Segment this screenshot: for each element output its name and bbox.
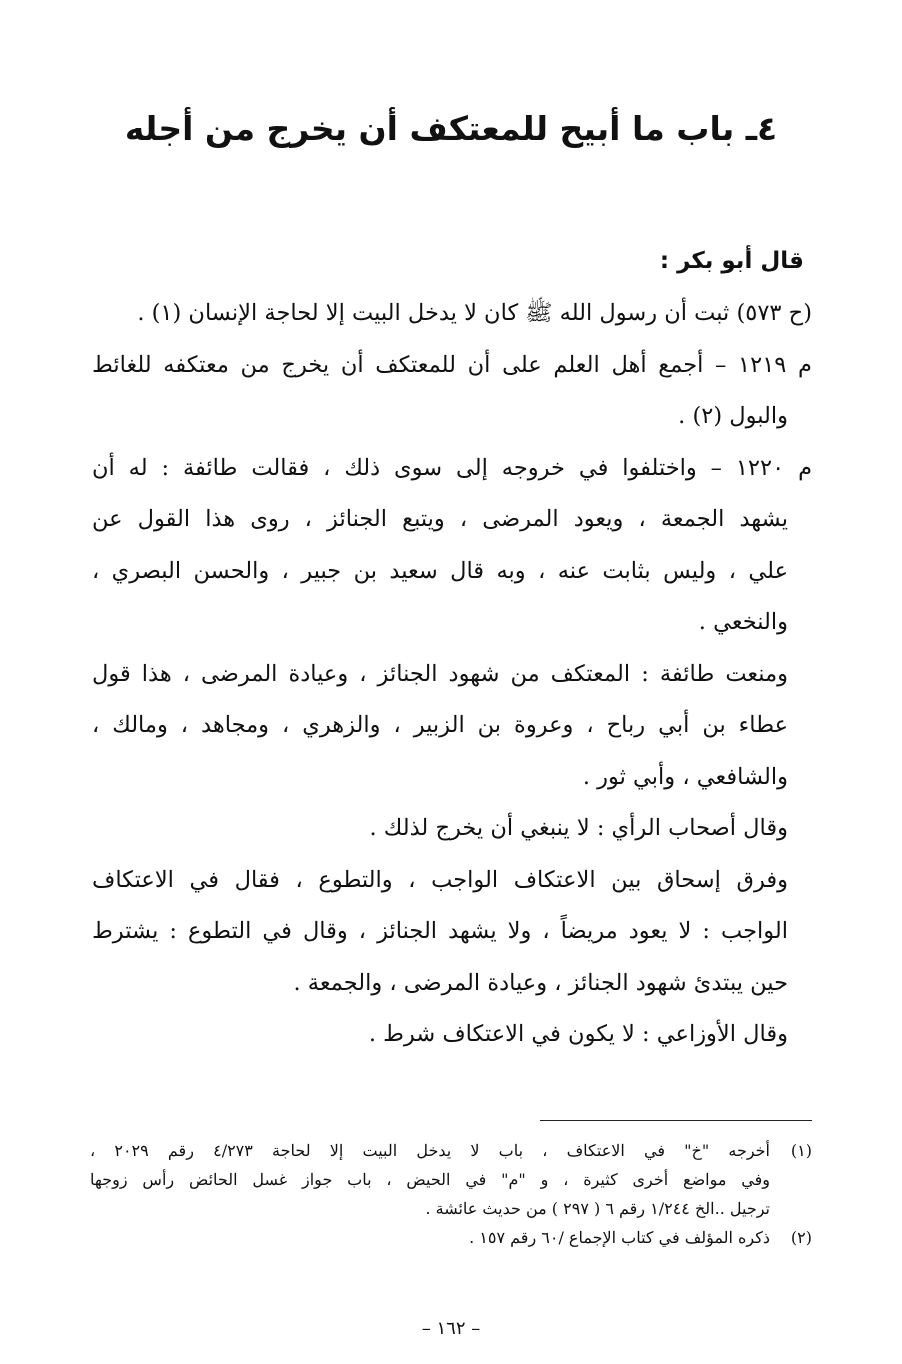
chapter-title: ٤ـ باب ما أبيح للمعتكف أن يخرج من أجله — [124, 109, 778, 148]
footnote-number: (١) — [790, 1141, 812, 1160]
ruling-1220-line-4: والنخعي . — [698, 609, 788, 635]
opinion-awzai: وقال الأوزاعي : لا يكون في الاعتكاف شرط . — [368, 1021, 788, 1047]
ruling-1219-line-2: والبول (٢) . — [678, 403, 788, 429]
opinion-2-line-2: عطاء بن أبي رباح ، وعروة بن الزبير ، والزهري ، ومجاهد ، ومالك ، — [92, 712, 788, 738]
page-number: – ١٦٢ – — [421, 1318, 481, 1339]
hadith-573: (ح ٥٧٣) ثبت أن رسول الله ﷺ كان لا يدخل البيت إلا لحاجة الإنسان (١) . — [137, 300, 812, 326]
footnote-line: وفي مواضع أخرى كثيرة ، و "م" في الحيض ، باب جواز غسل الحائض رأس زوجها — [90, 1170, 770, 1189]
opinion-ishaq-line-2: الواجب : لا يعود مريضاً ، ولا يشهد الجنائز ، وقال في التطوع : يشترط — [92, 918, 788, 944]
opinion-ahl-al-ray: وقال أصحاب الرأي : لا ينبغي أن يخرج لذلك . — [369, 815, 788, 841]
speaker-heading: قال أبو بكر : — [659, 248, 804, 274]
footnote-1 — [90, 1136, 812, 1223]
ruling-1220-line-1: م ١٢٢٠ – واختلفوا في خروجه إلى سوى ذلك ، فقالت طائفة : له أن — [92, 454, 812, 481]
footnotes — [90, 1136, 812, 1252]
footnote-line: أخرجه "خ" في الاعتكاف ، باب لا يدخل البيت إلا لحاجة ٤/٢٧٣ رقم ٢٠٢٩ ، — [90, 1141, 770, 1160]
footnote-line: ذكره المؤلف في كتاب الإجماع /٦٠ رقم ١٥٧ . — [469, 1228, 770, 1247]
opinion-2-line-1: ومنعت طائفة : المعتكف من شهود الجنائز ، وعيادة المرضى ، هذا قول — [92, 660, 788, 687]
main-text — [92, 236, 812, 1061]
footnote-line: ترجيل ..الخ ١/٢٤٤ رقم ٦ ( ٢٩٧ ) من حديث عائشة . — [425, 1199, 770, 1218]
opinion-2-line-3: والشافعي ، وأبي ثور . — [582, 763, 788, 790]
opinion-ishaq-line-3: حين يبتدئ شهود الجنائز ، وعيادة المرضى ، والجمعة . — [293, 969, 788, 996]
footnote-separator — [540, 1120, 812, 1121]
ruling-1220-line-2: يشهد الجمعة ، ويعود المرضى ، ويتبع الجنائز ، روى هذا القول عن — [92, 506, 788, 532]
ruling-1220-line-3: علي ، وليس بثابت عنه ، وبه قال سعيد بن جبير ، والحسن البصري ، — [92, 557, 788, 584]
footnote-number: (٢) — [790, 1228, 812, 1247]
opinion-ishaq-line-1: وفرق إسحاق بين الاعتكاف الواجب ، والتطوع ، فقال في الاعتكاف — [92, 866, 788, 893]
ruling-1219-line-1: م ١٢١٩ – أجمع أهل العلم على أن للمعتكف أن يخرج من معتكفه للغائط — [92, 351, 812, 378]
footnote-2 — [90, 1223, 812, 1252]
